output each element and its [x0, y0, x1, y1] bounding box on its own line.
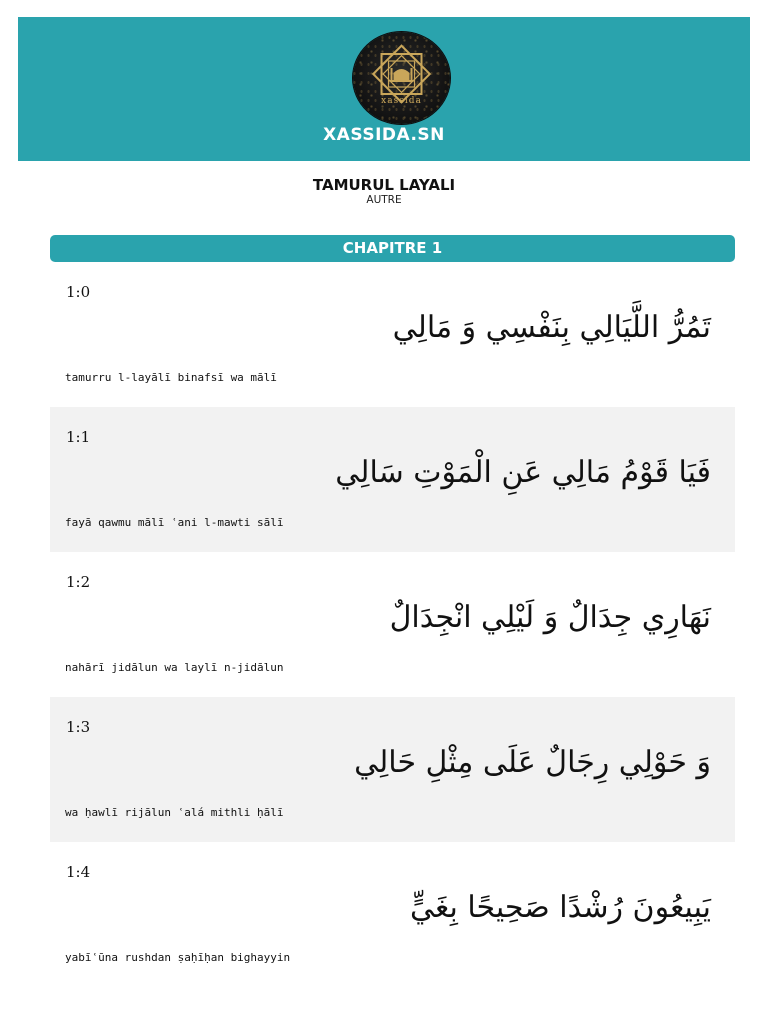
verse-arabic: يَبِيعُونَ رُشْدًا صَحِيحًا بِغَيٍّ — [410, 890, 711, 925]
verse-number: 1:4 — [66, 863, 91, 881]
verse-row — [50, 842, 735, 987]
verse-row — [50, 552, 735, 697]
verse-number: 1:1 — [66, 428, 91, 446]
chapter-heading: CHAPITRE 1 — [50, 235, 735, 262]
page-subtitle: AUTRE — [366, 194, 402, 206]
verse-number: 1:2 — [66, 573, 91, 591]
site-name[interactable]: XASSIDA.SN — [323, 125, 445, 145]
verse-row — [50, 697, 735, 842]
verse-arabic: وَ حَوْلِي رِجَالٌ عَلَى مِثْلِ حَالِي — [354, 745, 711, 780]
verse-arabic: نَهَارِي جِدَالٌ وَ لَيْلِي انْجِدَالٌ — [389, 600, 711, 635]
page-title: TAMURUL LAYALI — [312, 176, 456, 194]
verse-number: 1:0 — [66, 283, 91, 301]
site-header — [18, 17, 750, 161]
verse-transliteration: nahārī jidālun wa laylī n-jidālun — [65, 661, 284, 674]
verse-number: 1:3 — [66, 718, 91, 736]
site-logo[interactable] — [353, 32, 450, 124]
verse-arabic: تَمُرُّ اللَّيَالِي بِنَفْسِي وَ مَالِي — [392, 310, 711, 345]
verse-transliteration: yabīʿūna rushdan ṣaḥīḥan bighayyin — [65, 951, 291, 964]
logo-text: xassida — [381, 96, 422, 106]
verse-transliteration: wa ḥawlī rijālun ʿalá mithli ḥālī — [65, 806, 284, 819]
verse-transliteration: tamurru l-layālī binafsī wa mālī — [65, 371, 277, 384]
verse-list — [50, 262, 735, 987]
star-mosque-icon — [353, 32, 450, 124]
verse-arabic: فَيَا قَوْمُ مَالِي عَنِ الْمَوْتِ سَالِي — [335, 455, 711, 490]
verse-transliteration: fayā qawmu mālī ʿani l-mawti sālī — [65, 516, 284, 529]
verse-row — [50, 407, 735, 552]
verse-row — [50, 262, 735, 407]
